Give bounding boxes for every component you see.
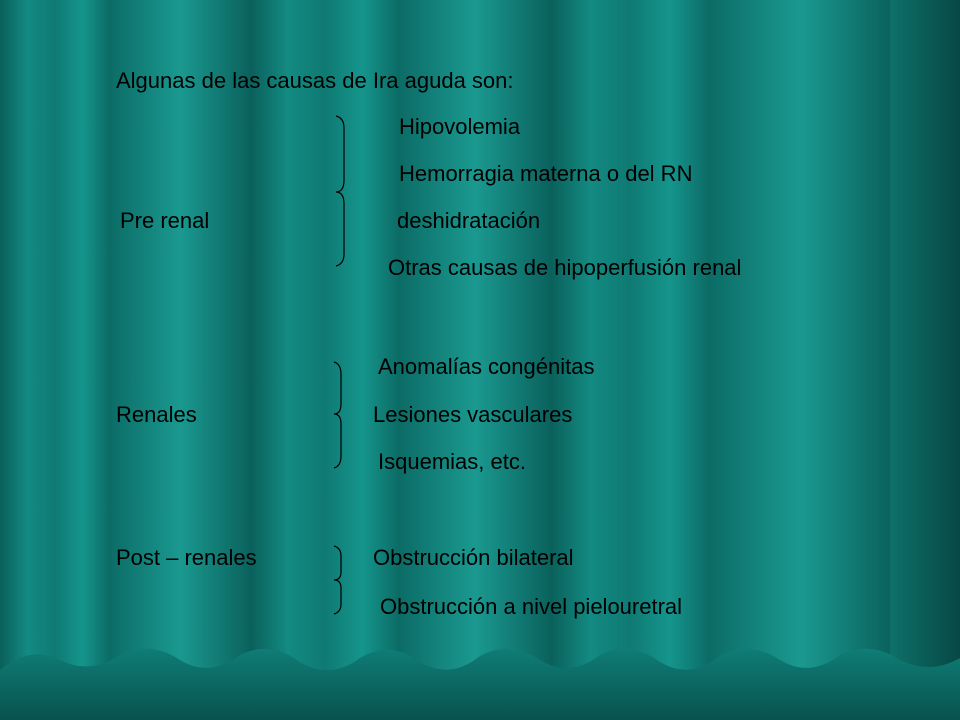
post-renales-item: Obstrucción bilateral bbox=[373, 545, 574, 570]
group-label-renales: Renales bbox=[116, 402, 197, 427]
post-renales-item: Obstrucción a nivel pielouretral bbox=[380, 594, 683, 619]
pre-renal-item: Hipovolemia bbox=[399, 114, 521, 139]
pre-renal-item: Otras causas de hipoperfusión renal bbox=[388, 255, 742, 280]
slide-title: Algunas de las causas de Ira aguda son: bbox=[116, 68, 514, 93]
renales-item: Anomalías congénitas bbox=[378, 354, 595, 379]
group-label-pre-renal: Pre renal bbox=[120, 208, 210, 233]
pre-renal-item: deshidratación bbox=[397, 208, 541, 233]
group-label-post-renales: Post – renales bbox=[116, 545, 257, 570]
renales-item: Lesiones vasculares bbox=[373, 402, 573, 427]
pre-renal-item: Hemorragia materna o del RN bbox=[399, 161, 693, 186]
renales-item: Isquemias, etc. bbox=[378, 449, 526, 474]
